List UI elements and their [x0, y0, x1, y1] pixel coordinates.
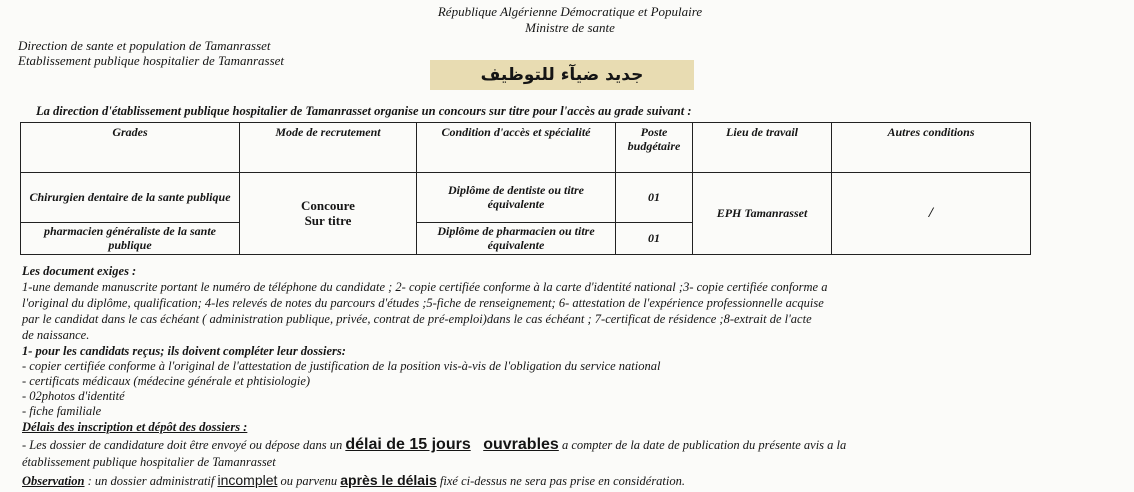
recus-item: - certificats médicaux (médecine générale et phtisiologie) [22, 374, 311, 388]
documents-line: 1-une demande manuscrite portant le numéro de téléphone du candidate ; 2- copie certifiée conforme à la carte d'identité national ;3- copie certifiée conforme a [22, 280, 828, 294]
documents-line: de naissance. [22, 328, 90, 342]
grade-cell: Chirurgien dentaire de la sante publique [21, 173, 240, 223]
mode-line: Concoure [301, 197, 355, 213]
republic-title: République Algérienne Démocratique et Populaire [437, 4, 703, 19]
header-mode: Mode de recrutement [240, 123, 417, 173]
lieu-cell: EPH Tamanrasset [693, 173, 832, 255]
header-grades: Grades [21, 123, 240, 173]
mode-cell [240, 173, 417, 255]
header-poste: Poste budgétaire [616, 123, 693, 173]
observation-line [22, 472, 1118, 489]
observation-label: Observation [22, 474, 85, 488]
observation-apres: après le délais [340, 472, 437, 488]
delais-text: a compter de la date de publication du présente avis a la [561, 438, 847, 452]
recus-item: - 02photos d'identité [22, 389, 125, 403]
table-row [21, 173, 1031, 223]
documents-line: par le candidat dans le cas échéant ( administration publique, privée, contrat de pré-emploi)dans le cas échéant ; 7-certificat de résidence ;8-extrait de l'acte [22, 312, 812, 326]
delais-ouvrables: ouvrables [483, 436, 559, 453]
etablissement-title: Etablissement publique hospitalier de Tamanrasset [18, 53, 285, 68]
observation-incomplet: incomplet [217, 472, 278, 488]
delais-line [22, 437, 1118, 453]
grades-table [20, 122, 1031, 255]
delais-line: établissement publique hospitalier de Tamanrasset [22, 455, 276, 469]
recus-item: - fiche familiale [22, 404, 102, 418]
recruitment-banner [430, 60, 694, 90]
documents-title: Les document exiges : [22, 264, 137, 278]
mode-line: Sur titre [304, 212, 352, 228]
poste-cell: 01 [616, 173, 693, 223]
observation-text: ou parvenu [280, 474, 338, 488]
header-lieu: Lieu de travail [693, 123, 832, 173]
recus-item: - copier certifiée conforme à l'original de l'attestation de justification de la position vis-à-vis de l'obligation du service national [22, 359, 661, 373]
documents-line: l'original du diplôme, qualification; 4-les relevés de notes du parcours d'études ;5-fiche de renseignement; 6- attestation de l'expérience professionnelle acquise [22, 296, 824, 310]
header-condition: Condition d'accès et spécialité [417, 123, 616, 173]
delais-duration: délai de 15 jours [345, 436, 471, 453]
observation-text: fixé ci-dessus ne sera pas prise en considération. [439, 474, 686, 488]
delais-text: - Les dossier de candidature doit être envoyé ou dépose dans un [22, 438, 343, 452]
banner-text: جديد ضيآء للتوظيف [480, 65, 644, 85]
observation-text: : un dossier administratif [87, 474, 215, 488]
condition-cell: Diplôme de pharmacien ou titre équivalente [417, 223, 616, 255]
intro-text: La direction d'établissement publique hospitalier de Tamanrasset organise un concours sur titre pour l'accès au grade suivant : [36, 104, 692, 118]
condition-cell: Diplôme de dentiste ou titre équivalente [417, 173, 616, 223]
delais-title: Délais des inscription et dépôt des dossiers : [22, 420, 248, 434]
recus-title: 1- pour les candidats reçus; ils doivent compléter leur dossiers: [22, 344, 346, 358]
ministry-title: Ministre de sante [525, 20, 615, 35]
poste-cell: 01 [616, 223, 693, 255]
direction-title: Direction de sante et population de Tamanrasset [18, 38, 271, 53]
grade-cell: pharmacien généraliste de la sante publique [21, 223, 240, 255]
header-autres: Autres conditions [832, 123, 1031, 173]
autres-cell: / [832, 173, 1031, 255]
